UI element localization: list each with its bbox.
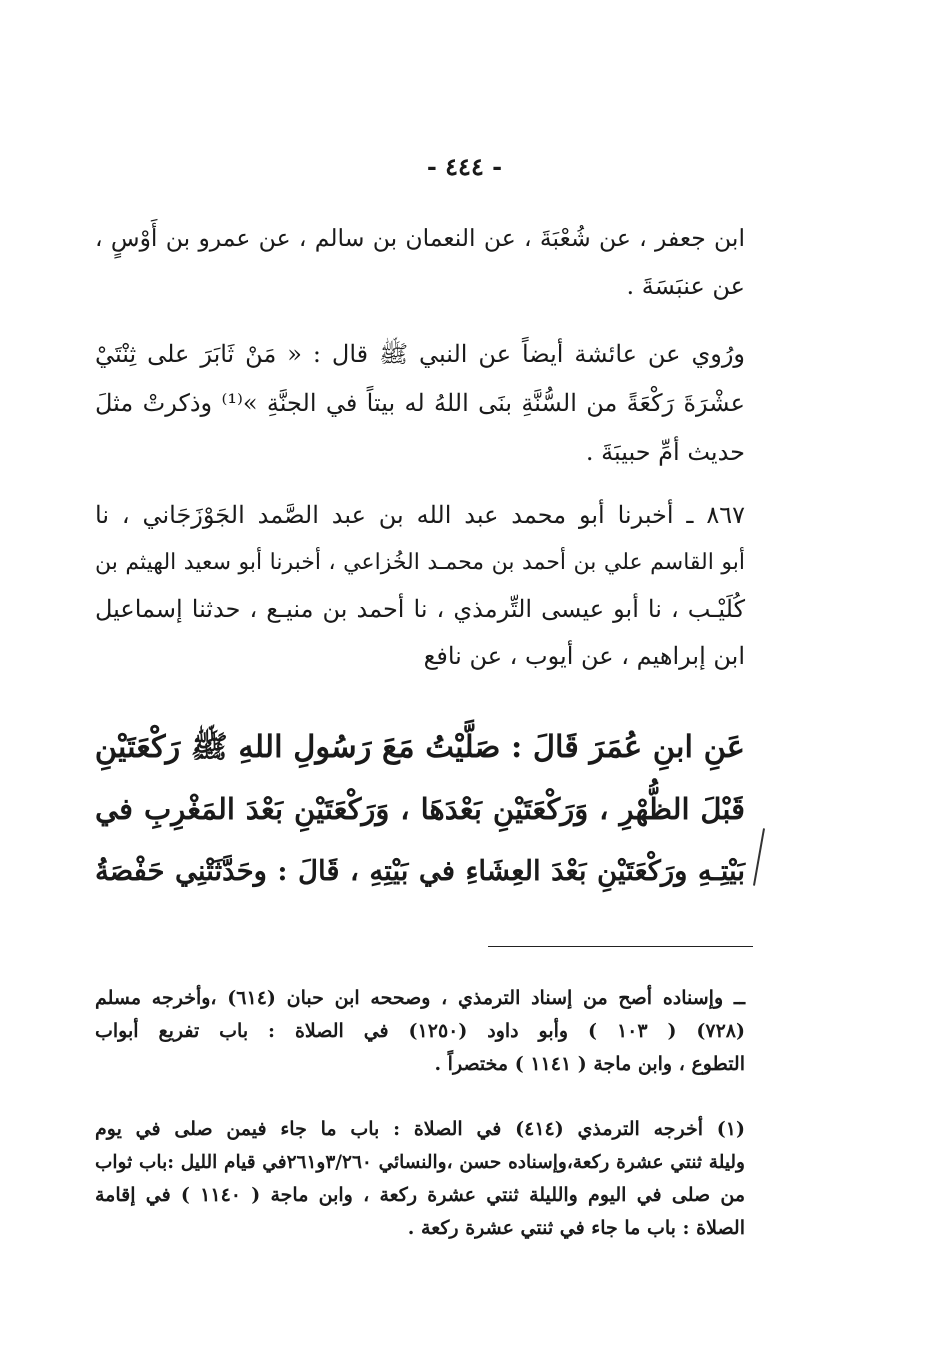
- paragraph-aisha-narration: [95, 330, 745, 477]
- text-line: ٨٦٧ ـ أخبرنا أبو محمد عبد الله بن عبد الصَّمد الجَوْزَجَاني ، نا: [95, 501, 745, 529]
- footnote-line: (٧٢٨) ( ١٠٣ ) وأبو داود (١٢٥٠) في الصلاة : باب تفريع أبواب: [95, 1020, 745, 1042]
- text-line: ابن جعفر ، عن شُعْبَةَ ، عن النعمان بن سالم ، عن عمرو بن أَوْسٍ ،: [95, 224, 745, 252]
- text-line: عن عنبَسَةَ .: [626, 272, 745, 300]
- paragraph-hadith-867-isnad: [95, 492, 745, 680]
- margin-pencil-mark: [753, 828, 765, 885]
- text-line: ورُوي عن عائشة أيضاً عن النبي ﷺ قال : « مَنْ ثَابَرَ على ثِنْتَيْ: [95, 340, 745, 368]
- hadith-line: عَنِ ابنِ عُمَرَ قَالَ : صَلَّيْتُ مَعَ رَسُولِ اللهِ ﷺ رَكْعَتَيْنِ: [94, 729, 745, 765]
- footnote-line: التطوع ، وابن ماجة ( ١١٤١ ) مختصراً .: [434, 1053, 745, 1075]
- footnote-line: الصلاة : باب ما جاء في ثنتي عشرة ركعة .: [407, 1217, 745, 1239]
- footnote-separator: [488, 946, 753, 947]
- text-line: عشْرَةَ رَكْعَةً من السُّنَّةِ بنَى اللهُ له بيتاً في الجنَّةِ »⁽¹⁾ وذكرتْ مثلَ: [95, 389, 746, 417]
- footnote-line: ــ وإسناده أصح من إسناد الترمذي ، وصححه ابن حبان (٦١٤) ،وأخرجه مسلم: [95, 987, 746, 1009]
- hadith-line: قَبْلَ الظُّهْرِ ، وَرَكْعَتَيْنِ بَعْدَهَا ، وَرَكْعَتَيْنِ بَعْدَ المَغْرِبِ في: [95, 792, 745, 826]
- text-line: أبو القاسم علي بن أحمد بن محمـد الخُزاعي ، أخبرنا أبو سعيد الهيثم بن: [95, 550, 745, 575]
- text-line: ابن إبراهيم ، عن أيوب ، عن نافع: [423, 642, 745, 670]
- footnote-line: من صلى في اليوم والليلة ثنتي عشرة ركعة ، وابن ماجة ( ١١٤٠ ) في إقامة: [95, 1184, 745, 1206]
- footnote-line: (١) أخرجه الترمذي (٤١٤) في الصلاة : باب ما جاء فيمن صلى في يوم: [95, 1118, 745, 1140]
- hadith-matn: [95, 716, 745, 902]
- text-line: حديث أمِّ حبيبَةَ .: [585, 438, 745, 466]
- page-number: - ٤٤٤ -: [426, 152, 503, 181]
- paragraph-isnad-continuation: [95, 214, 745, 310]
- footnote-continuation: [95, 982, 745, 1081]
- footnote-line: وليلة ثنتي عشرة ركعة،وإسناده حسن ،والنسائي ٣/٢٦٠و٢٦١في قيام الليل :باب ثواب: [95, 1152, 745, 1173]
- hadith-line: بَيْتِـهِ ورَكْعَتَيْنِ بَعْدَ العِشَاءِ في بَيْتِهِ ، قَالَ : وحَدَّثَتْنِي حَفْصَةُ: [95, 855, 745, 887]
- footnote-1: [95, 1113, 745, 1245]
- text-line: كُلَيْـب ، نا أبو عيسى التِّرمذي ، نا أحمد بن منيـع ، حدثنا إسماعيل: [95, 595, 745, 623]
